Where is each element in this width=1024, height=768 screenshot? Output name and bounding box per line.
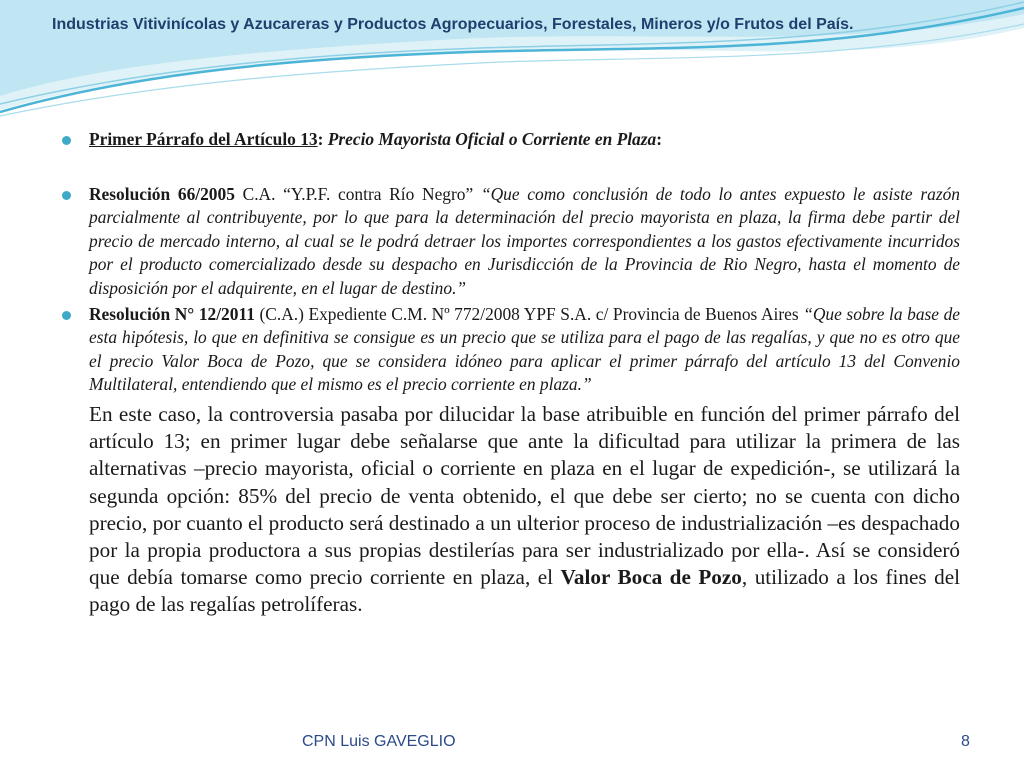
resolution-ref: Resolución N° 12/2011 — [89, 303, 255, 324]
bullet-icon — [62, 311, 71, 320]
article-separator: : — [317, 129, 328, 149]
paragraph-text-2: , utilizado a los fines del pago de las regalías petrolíferas. — [89, 565, 960, 617]
resolution-case: (C.A.) Expediente C.M. Nº 772/2008 YPF S.A. c/ Provincia de Buenos Aires — [254, 303, 804, 324]
bullet-resolution-12 — [62, 303, 960, 397]
bullet-icon — [62, 136, 71, 145]
resolution-case: C.A. “Y.P.F. contra Río Negro” — [234, 183, 481, 204]
explanation-paragraph — [62, 401, 960, 619]
article-end: : — [656, 129, 663, 149]
paragraph-highlight: Valor Boca de Pozo — [560, 565, 742, 590]
resolution-quote: “Que sobre la base de esta hipótesis, lo que en definitiva se consigue es un precio que se utiliza para el pago de las regalías, y que no es otro que el precio Valor Boca de Pozo, que se considera idóneo para aplicar el primer párrafo del artículo 13 del Convenio Multilateral, entendiendo que el mismo es el precio corriente en plaza.” — [89, 303, 960, 395]
header-banner — [0, 0, 1024, 120]
resolution-ref: Resolución 66/2005 — [89, 183, 235, 204]
paragraph-text-1: En este caso, la controversia pasaba por dilucidar la base atribuible en función del primer párrafo del artículo 13; en primer lugar debe señalarse que ante la dificultad para utilizar la primera de las alternativas –precio mayorista, oficial o corriente en plaza en el lugar de expedición-, se utilizará la segunda opción: 85% del precio de venta obtenido, el que debe ser cierto; no se cuenta con dicho precio, por cuanto el producto será destinado a un ulterior proceso de industrialización –es despachado por la propia productora a sus propias destilerías para ser industrializado por ella-. Así se consideró que debía tomarse como precio corriente en plaza, el — [89, 401, 960, 590]
footer-page-number: 8 — [961, 733, 970, 750]
bullet-article-13 — [62, 128, 960, 152]
footer-author: CPN Luis GAVEGLIO — [302, 733, 456, 750]
bullet-resolution-66 — [62, 183, 960, 301]
bullet-icon — [62, 191, 71, 200]
slide-title: Industrias Vitivinícolas y Azucareras y Productos Agropecuarios, Forestales, Mineros y/o Frutos del País. — [52, 16, 854, 33]
article-topic: Precio Mayorista Oficial o Corriente en Plaza — [327, 129, 657, 149]
slide-content — [62, 124, 960, 619]
article-label: Primer Párrafo del Artículo 13 — [89, 129, 318, 149]
resolution-quote: “Que como conclusión de todo lo antes expuesto le asiste razón parcialmente al contribuyente, por lo que para la determinación del precio mayorista en plaza, la firma debe partir del precio de mercado interno, al cual se le podrá detraer los importes correspondientes a los gastos efectivamente incurridos por el producto comercializado desde su despacho en Jurisdicción de la Provincia de Rio Negro, hasta el momento de disposición por el adquirente, en el lugar de destino.” — [89, 183, 960, 298]
